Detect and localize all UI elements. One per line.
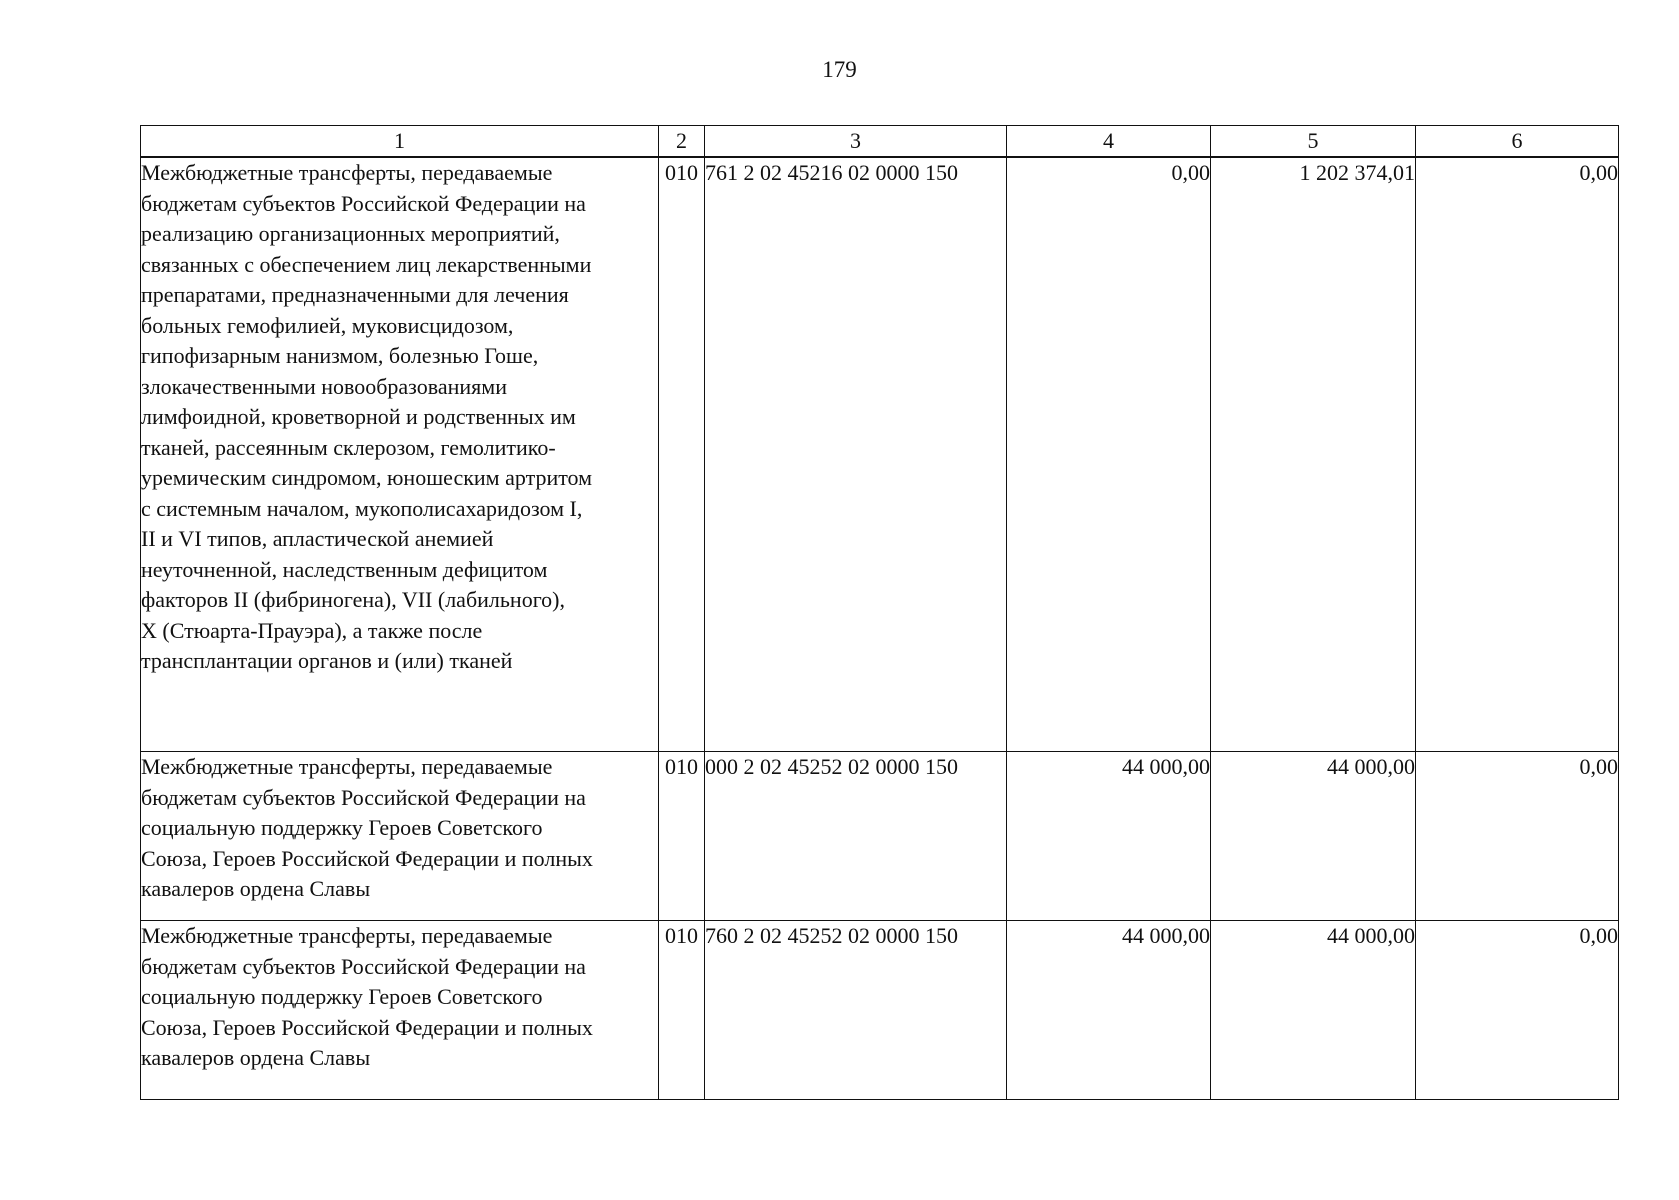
name-line: лимфоидной, кроветворной и родственных им xyxy=(141,404,576,429)
name-line: неуточненной, наследственным дефицитом xyxy=(141,556,548,582)
column-header-2: 2 xyxy=(659,126,705,158)
row-value-col6: 0,00 xyxy=(1416,157,1619,752)
row-value-col5: 44 000,00 xyxy=(1211,752,1416,921)
row-code-cell: 010 xyxy=(659,157,705,752)
name-line: кавалеров ордена Славы xyxy=(141,876,371,901)
name-line: X (Стюарта-Прауэра), а также после xyxy=(141,617,483,643)
table-row xyxy=(141,157,1619,752)
name-line: факторов II (фибриногена), VII (лабильного), xyxy=(141,587,566,612)
name-line: социальную поддержку Героев Советского xyxy=(141,984,543,1009)
name-line: кавалеров ордена Славы xyxy=(141,1045,371,1070)
name-line: реализацию организационных мероприятий, xyxy=(141,221,560,246)
name-line: бюджетам субъектов Российской Федерации на xyxy=(141,953,586,979)
name-line: Межбюджетные трансферты, передаваемые xyxy=(141,160,553,185)
column-header-3: 3 xyxy=(705,126,1007,158)
row-name-cell xyxy=(141,752,659,921)
row-code-cell: 010 xyxy=(659,752,705,921)
row-name-cell xyxy=(141,157,659,752)
table-row xyxy=(141,752,1619,921)
column-header-4: 4 xyxy=(1007,126,1211,158)
name-line: II и VI типов, апластической анемией xyxy=(141,526,494,551)
name-line: Межбюджетные трансферты, передаваемые xyxy=(141,754,553,779)
name-line: связанных с обеспечением лиц лекарственными xyxy=(141,251,592,277)
name-line: уремическим синдромом, юношеским артритом xyxy=(141,465,593,490)
table-row xyxy=(141,921,1619,1100)
name-line: социальную поддержку Героев Советского xyxy=(141,815,543,840)
name-line: с системным началом, мукополисахаридозом I, xyxy=(141,495,583,521)
name-line: препаратами, предназначенными для лечения xyxy=(141,282,569,307)
name-line: бюджетам субъектов Российской Федерации на xyxy=(141,784,586,810)
row-name-cell xyxy=(141,921,659,1100)
name-line: гипофизарным нанизмом, болезнью Гоше, xyxy=(141,343,539,368)
table-header-row xyxy=(141,126,1619,158)
page-number: 179 xyxy=(822,57,857,82)
row-budget-code-cell: 760 2 02 45252 02 0000 150 xyxy=(705,921,1007,1100)
row-value-col4: 44 000,00 xyxy=(1007,921,1211,1100)
row-value-col4: 0,00 xyxy=(1007,157,1211,752)
row-budget-code-cell: 761 2 02 45216 02 0000 150 xyxy=(705,157,1007,752)
row-code-cell: 010 xyxy=(659,921,705,1100)
row-value-col4: 44 000,00 xyxy=(1007,752,1211,921)
row-value-col6: 0,00 xyxy=(1416,752,1619,921)
column-header-5: 5 xyxy=(1211,126,1416,158)
row-value-col6: 0,00 xyxy=(1416,921,1619,1100)
name-line: Межбюджетные трансферты, передаваемые xyxy=(141,923,553,948)
name-line: злокачественными новообразованиями xyxy=(141,373,507,399)
row-value-col5: 44 000,00 xyxy=(1211,921,1416,1100)
name-line: трансплантации органов и (или) тканей xyxy=(141,648,513,673)
name-line: больных гемофилией, муковисцидозом, xyxy=(141,312,514,338)
name-line: Союза, Героев Российской Федерации и полных xyxy=(141,1014,593,1040)
name-line: Союза, Героев Российской Федерации и полных xyxy=(141,845,593,871)
row-value-col5: 1 202 374,01 xyxy=(1211,157,1416,752)
name-line: тканей, рассеянным склерозом, гемолитико- xyxy=(141,434,556,460)
name-line: бюджетам субъектов Российской Федерации на xyxy=(141,190,586,216)
budget-table xyxy=(140,125,1619,1100)
column-header-1: 1 xyxy=(141,126,659,158)
row-budget-code-cell: 000 2 02 45252 02 0000 150 xyxy=(705,752,1007,921)
column-header-6: 6 xyxy=(1416,126,1619,158)
